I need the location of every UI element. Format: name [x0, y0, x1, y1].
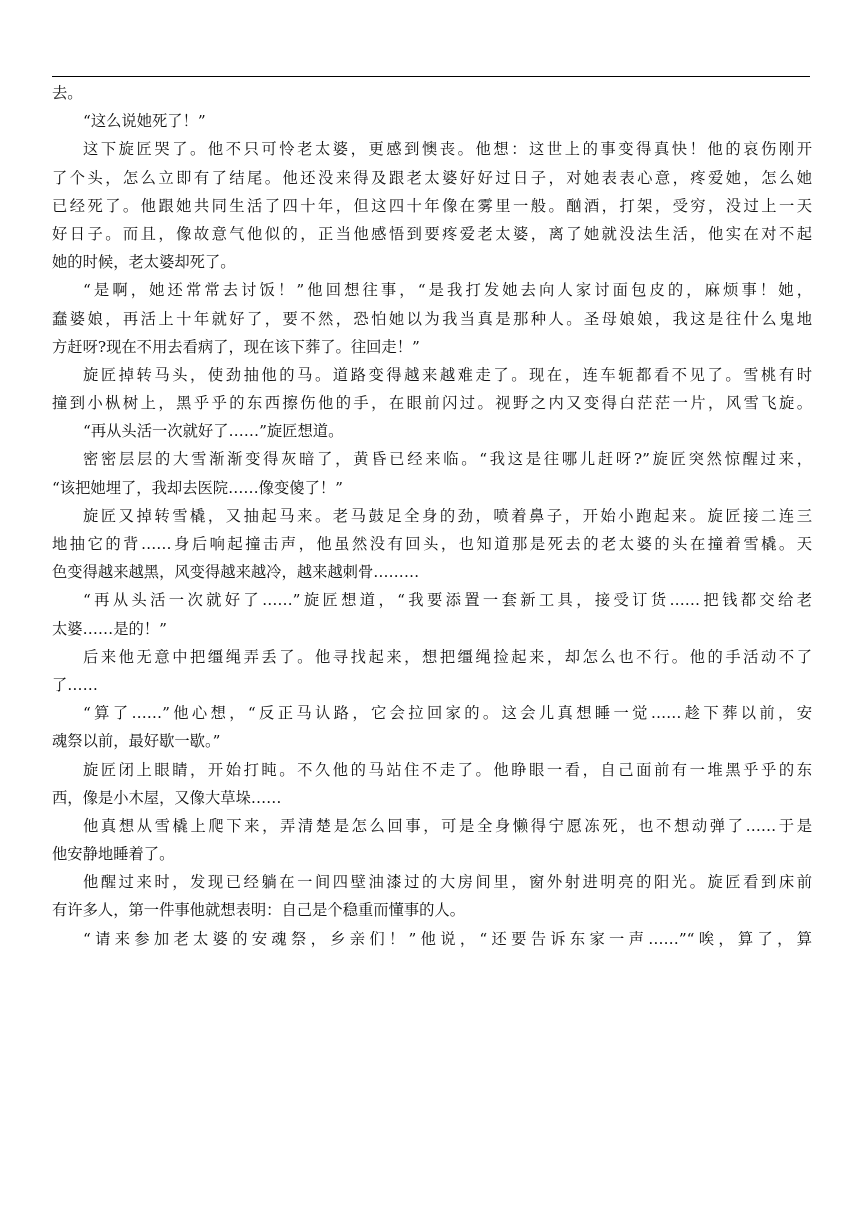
- text-line: 他醒过来时，发现已经躺在一间四壁油漆过的大房间里，窗外射进明亮的阳光。旋匠看到床前: [83, 873, 812, 892]
- body-text: [52, 79, 812, 953]
- text-line: 有许多人，第一件事他就想表明：自己是个稳重而懂事的人。: [52, 901, 466, 920]
- text-line: 旋匠掉转马头，使劲抽他的马。道路变得越来越难走了。现在，连车轭都看不见了。雪桃有时: [83, 365, 812, 384]
- text-line: 后来他无意中把缰绳弄丢了。他寻找起来，想把缰绳捡起来，却怎么也不行。他的手活动不了: [83, 647, 812, 666]
- text-line: 他安静地睡着了。: [52, 845, 175, 864]
- text-line: 方赶呀?现在不用去看病了，现在该下葬了。往回走！”: [52, 337, 420, 356]
- text-line: “请来参加老太婆的安魂祭，乡亲们！”他说，“还要告诉东家一声……”“唉，算了，算: [83, 929, 812, 948]
- text-line: 去。: [52, 84, 83, 102]
- text-line: 这下旋匠哭了。他不只可怜老太婆，更感到懊丧。他想：这世上的事变得真快！他的哀伤刚开: [83, 140, 812, 159]
- text-line: “是啊，她还常常去讨饭！”他回想往事，“是我打发她去向人家讨面包皮的，麻烦事！她，: [83, 281, 812, 300]
- text-line: 魂祭以前，最好歇一歇。”: [52, 732, 221, 751]
- text-line: “再从头活一次就好了……”旋匠想道，“我要添置一套新工具，接受订货……把钱都交给老: [83, 591, 812, 610]
- text-line: “算了……”他心想，“反正马认路，它会拉回家的。这会儿真想睡一觉……趁下葬以前，安: [83, 704, 812, 723]
- text-line: 她的时候，老太婆却死了。: [52, 253, 236, 272]
- text-line: 色变得越来越黑，风变得越来越冷，越来越刺骨………: [52, 563, 420, 582]
- text-line: 他真想从雪橇上爬下来，弄清楚是怎么回事，可是全身懒得宁愿冻死，也不想动弹了……于是: [83, 816, 812, 835]
- text-line: 已经死了。他跟她共同生活了四十年，但这四十年像在雾里一般。酗酒，打架，受穷，没过上一天: [52, 196, 812, 215]
- text-line: 旋匠闭上眼睛，开始打盹。不久他的马站住不走了。他睁眼一看，自己面前有一堆黑乎乎的东: [83, 760, 812, 779]
- text-line: “再从头活一次就好了……”旋匠想道。: [83, 422, 344, 441]
- text-line: “这么说她死了！”: [83, 112, 206, 131]
- text-line: 好日子。而且，像故意气他似的，正当他感悟到要疼爱老太婆，离了她就没法生活，他实在对不起: [52, 224, 812, 243]
- text-line: 了……: [52, 675, 98, 694]
- text-line: “该把她埋了，我却去医院……像变傻了！”: [52, 478, 343, 497]
- text-line: 地抽它的背……身后响起撞击声，他虽然没有回头，也知道那是死去的老太婆的头在撞着雪橇。天: [52, 535, 812, 553]
- text-line: 密密层层的大雪渐渐变得灰暗了，黄昏已经来临。“我这是往哪儿赶呀?”旋匠突然惊醒过来，: [83, 450, 812, 469]
- text-line: 西，像是小木屋，又像大草垛……: [52, 788, 282, 807]
- text-line: 蠢婆娘，再活上十年就好了，要不然，恐怕她以为我当真是那种人。圣母娘娘，我这是往什么鬼地: [52, 309, 812, 328]
- header-rule: [52, 76, 810, 77]
- text-line: 太婆……是的！”: [52, 619, 167, 638]
- text-line: 撞到小枞树上，黑乎乎的东西擦伤他的手，在眼前闪过。视野之内又变得白茫茫一片，风雪飞旋。: [52, 394, 812, 413]
- text-line: 旋匠又掉转雪橇，又抽起马来。老马鼓足全身的劲，喷着鼻子，开始小跑起来。旋匠接二连三: [83, 506, 812, 525]
- text-line: 了个头，怎么立即有了结尾。他还没来得及跟老太婆好好过日子，对她表表心意，疼爱她，怎么她: [52, 168, 812, 187]
